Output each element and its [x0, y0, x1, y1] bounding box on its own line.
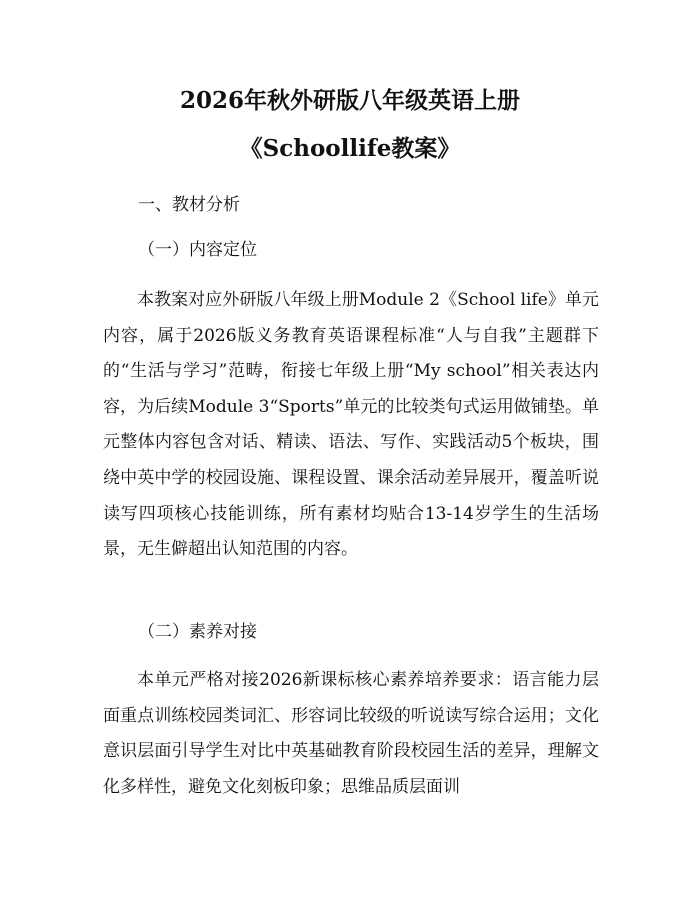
section-heading-textbook-analysis: 一、教材分析	[138, 195, 240, 215]
paragraph-literacy-alignment: 本单元严格对接2026新课标核心素养培养要求：语言能力层面重点训练校园类词汇、形容词比较级的听说读写综合运用；文化意识层面引导学生对比中英基础教育阶段校园生活的差异，理解文化多样性，避免文化刻板印象；思维品质层面训	[103, 670, 599, 797]
subsection-heading-content-positioning: （一）内容定位	[138, 240, 257, 260]
document-subtitle: 《Schoollife教案》	[239, 135, 461, 162]
subsection-heading-literacy-alignment: （二）素养对接	[138, 622, 257, 642]
paragraph-content-positioning: 本教案对应外研版八年级上册Module 2《School life》单元内容，属于2026版义务教育英语课程标准“人与自我”主题群下的“生活与学习”范畴，衔接七年级上册“My school”相关表达内容，为后续Module 3“Sports”单元的比较类句式运用做铺垫。单元整体内容包含对话、精读、语法、写作、实践活动5个板块，围绕中英中学的校园设施、课程设置、课余活动差异展开，覆盖听说读写四项核心技能训练，所有素材均贴合13-14岁学生的生活场景，无生僻超出认知范围的内容。	[103, 290, 599, 560]
document-title: 2026年秋外研版八年级英语上册	[179, 87, 520, 114]
